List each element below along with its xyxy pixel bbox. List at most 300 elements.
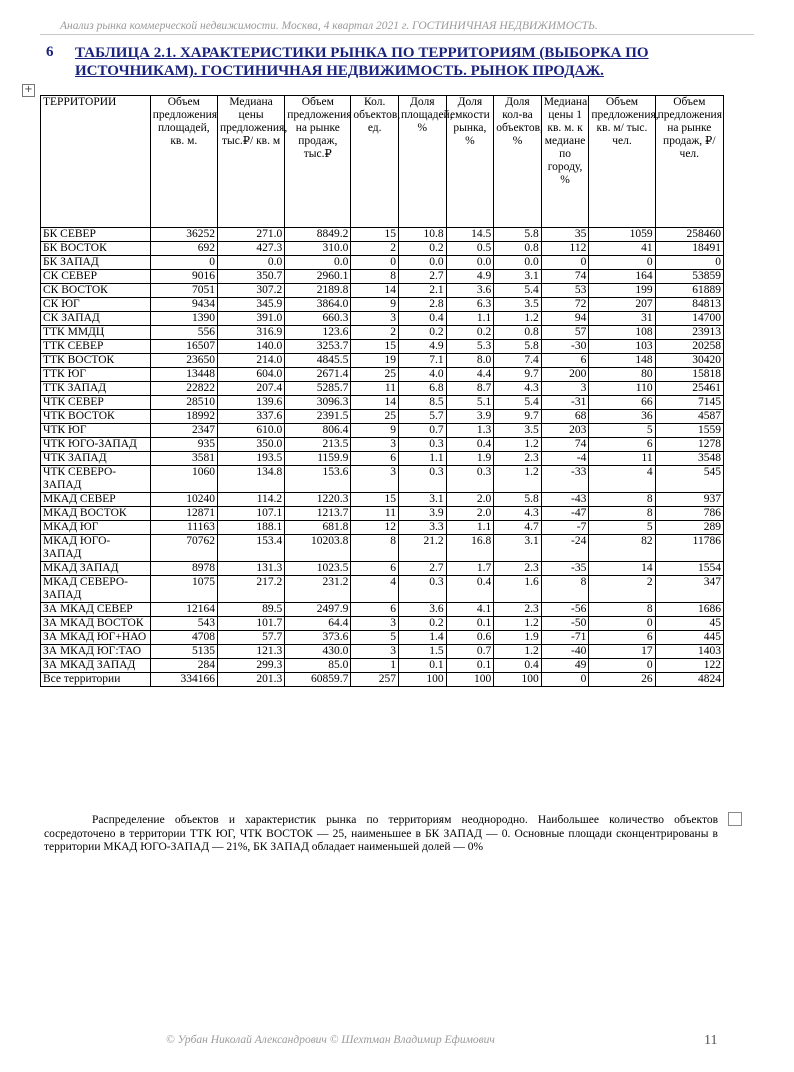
value-cell: 0.0 bbox=[446, 256, 494, 270]
value-cell: 545 bbox=[655, 466, 723, 493]
value-cell: 4.9 bbox=[446, 270, 494, 284]
value-cell: 0.4 bbox=[446, 576, 494, 603]
value-cell: 0 bbox=[589, 617, 655, 631]
value-cell: 692 bbox=[150, 242, 217, 256]
value-cell: 6 bbox=[351, 452, 399, 466]
value-cell: 193.5 bbox=[217, 452, 284, 466]
value-cell: 70762 bbox=[150, 535, 217, 562]
value-cell: 131.3 bbox=[217, 562, 284, 576]
value-cell: 68 bbox=[541, 410, 589, 424]
value-cell: 257 bbox=[351, 673, 399, 687]
territory-cell: БК ЗАПАД bbox=[41, 256, 151, 270]
value-cell: 2.8 bbox=[399, 298, 447, 312]
value-cell: 214.0 bbox=[217, 354, 284, 368]
value-cell: 10203.8 bbox=[285, 535, 351, 562]
value-cell: 49 bbox=[541, 659, 589, 673]
value-cell: 0 bbox=[541, 673, 589, 687]
value-cell: 9 bbox=[351, 424, 399, 438]
table-row bbox=[41, 256, 724, 270]
value-cell: 1.5 bbox=[399, 645, 447, 659]
value-cell: 121.3 bbox=[217, 645, 284, 659]
value-cell: 6 bbox=[541, 354, 589, 368]
value-cell: 935 bbox=[150, 438, 217, 452]
value-cell: 1213.7 bbox=[285, 507, 351, 521]
section-number: 6 bbox=[46, 44, 54, 60]
market-table bbox=[40, 95, 724, 687]
value-cell: 937 bbox=[655, 493, 723, 507]
value-cell: -7 bbox=[541, 521, 589, 535]
territory-cell: СК ЗАПАД bbox=[41, 312, 151, 326]
value-cell: 15 bbox=[351, 228, 399, 242]
column-header: Доля кол-ва объектов, % bbox=[494, 96, 542, 228]
value-cell: -50 bbox=[541, 617, 589, 631]
value-cell: 299.3 bbox=[217, 659, 284, 673]
value-cell: 2 bbox=[351, 242, 399, 256]
value-cell: 139.6 bbox=[217, 396, 284, 410]
column-header: Объем предложения площадей, кв. м. bbox=[150, 96, 217, 228]
value-cell: 1059 bbox=[589, 228, 655, 242]
value-cell: 0.8 bbox=[494, 326, 542, 340]
value-cell: 17 bbox=[589, 645, 655, 659]
value-cell: 3 bbox=[351, 438, 399, 452]
value-cell: 3864.0 bbox=[285, 298, 351, 312]
value-cell: 0.3 bbox=[446, 466, 494, 493]
table-row bbox=[41, 284, 724, 298]
value-cell: 12 bbox=[351, 521, 399, 535]
table-row bbox=[41, 521, 724, 535]
territory-cell: ЧТК СЕВЕР bbox=[41, 396, 151, 410]
value-cell: 188.1 bbox=[217, 521, 284, 535]
value-cell: 112 bbox=[541, 242, 589, 256]
value-cell: 0.5 bbox=[446, 242, 494, 256]
value-cell: 5135 bbox=[150, 645, 217, 659]
value-cell: 3.1 bbox=[399, 493, 447, 507]
value-cell: 25 bbox=[351, 410, 399, 424]
value-cell: 5.1 bbox=[446, 396, 494, 410]
value-cell: 3.6 bbox=[399, 603, 447, 617]
value-cell: 100 bbox=[494, 673, 542, 687]
value-cell: 5285.7 bbox=[285, 382, 351, 396]
value-cell: 153.4 bbox=[217, 535, 284, 562]
value-cell: 14.5 bbox=[446, 228, 494, 242]
header-rule bbox=[40, 34, 754, 35]
territory-cell: МКАД СЕВЕР bbox=[41, 493, 151, 507]
value-cell: -31 bbox=[541, 396, 589, 410]
table-row bbox=[41, 603, 724, 617]
value-cell: 258460 bbox=[655, 228, 723, 242]
value-cell: 8.5 bbox=[399, 396, 447, 410]
value-cell: 15 bbox=[351, 493, 399, 507]
value-cell: 11163 bbox=[150, 521, 217, 535]
value-cell: 3.5 bbox=[494, 424, 542, 438]
value-cell: 0 bbox=[589, 659, 655, 673]
value-cell: 10240 bbox=[150, 493, 217, 507]
value-cell: 5.8 bbox=[494, 493, 542, 507]
value-cell: 0.2 bbox=[399, 326, 447, 340]
value-cell: 347 bbox=[655, 576, 723, 603]
value-cell: 1.1 bbox=[446, 312, 494, 326]
value-cell: 610.0 bbox=[217, 424, 284, 438]
value-cell: -33 bbox=[541, 466, 589, 493]
value-cell: 1 bbox=[351, 659, 399, 673]
value-cell: 1.1 bbox=[399, 452, 447, 466]
value-cell: 2.3 bbox=[494, 603, 542, 617]
value-cell: 201.3 bbox=[217, 673, 284, 687]
value-cell: 101.7 bbox=[217, 617, 284, 631]
value-cell: 2189.8 bbox=[285, 284, 351, 298]
value-cell: 107.1 bbox=[217, 507, 284, 521]
territory-cell: МКАД СЕВЕРО-ЗАПАД bbox=[41, 576, 151, 603]
territory-cell: ТТК ВОСТОК bbox=[41, 354, 151, 368]
value-cell: 5 bbox=[351, 631, 399, 645]
value-cell: 89.5 bbox=[217, 603, 284, 617]
value-cell: 25 bbox=[351, 368, 399, 382]
column-header: ТЕРРИТОРИИ bbox=[41, 96, 151, 228]
value-cell: 66 bbox=[589, 396, 655, 410]
value-cell: 0.7 bbox=[399, 424, 447, 438]
value-cell: 41 bbox=[589, 242, 655, 256]
value-cell: 4 bbox=[589, 466, 655, 493]
value-cell: 8849.2 bbox=[285, 228, 351, 242]
value-cell: 28510 bbox=[150, 396, 217, 410]
territory-cell: МКАД ЮГО-ЗАПАД bbox=[41, 535, 151, 562]
table-row bbox=[41, 396, 724, 410]
value-cell: 94 bbox=[541, 312, 589, 326]
value-cell: 217.2 bbox=[217, 576, 284, 603]
value-cell: 2.3 bbox=[494, 452, 542, 466]
table-row bbox=[41, 410, 724, 424]
value-cell: 337.6 bbox=[217, 410, 284, 424]
value-cell: 4.4 bbox=[446, 368, 494, 382]
value-cell: 786 bbox=[655, 507, 723, 521]
territory-cell: МКАД ВОСТОК bbox=[41, 507, 151, 521]
value-cell: 1.2 bbox=[494, 645, 542, 659]
value-cell: 6.8 bbox=[399, 382, 447, 396]
value-cell: 53859 bbox=[655, 270, 723, 284]
value-cell: 19 bbox=[351, 354, 399, 368]
value-cell: 11 bbox=[351, 507, 399, 521]
value-cell: 316.9 bbox=[217, 326, 284, 340]
table-row bbox=[41, 562, 724, 576]
value-cell: 2 bbox=[589, 576, 655, 603]
value-cell: -56 bbox=[541, 603, 589, 617]
value-cell: 6 bbox=[351, 562, 399, 576]
value-cell: 110 bbox=[589, 382, 655, 396]
territory-cell: ЧТК СЕВЕРО-ЗАПАД bbox=[41, 466, 151, 493]
value-cell: 14 bbox=[351, 284, 399, 298]
value-cell: 1554 bbox=[655, 562, 723, 576]
value-cell: 6.3 bbox=[446, 298, 494, 312]
table-row bbox=[41, 438, 724, 452]
table-row bbox=[41, 673, 724, 687]
value-cell: 14 bbox=[351, 396, 399, 410]
value-cell: 8 bbox=[351, 535, 399, 562]
value-cell: 4845.5 bbox=[285, 354, 351, 368]
value-cell: 140.0 bbox=[217, 340, 284, 354]
value-cell: 26 bbox=[589, 673, 655, 687]
value-cell: 114.2 bbox=[217, 493, 284, 507]
value-cell: 1390 bbox=[150, 312, 217, 326]
territory-cell: СК ВОСТОК bbox=[41, 284, 151, 298]
value-cell: 1060 bbox=[150, 466, 217, 493]
value-cell: 5 bbox=[589, 424, 655, 438]
value-cell: 1.6 bbox=[494, 576, 542, 603]
value-cell: 6 bbox=[589, 631, 655, 645]
value-cell: 0.7 bbox=[446, 645, 494, 659]
value-cell: 3548 bbox=[655, 452, 723, 466]
value-cell: 31 bbox=[589, 312, 655, 326]
value-cell: 9016 bbox=[150, 270, 217, 284]
value-cell: 8 bbox=[589, 493, 655, 507]
value-cell: -71 bbox=[541, 631, 589, 645]
value-cell: 7051 bbox=[150, 284, 217, 298]
column-header: Медиана цены предложения, тыс.₽/ кв. м bbox=[217, 96, 284, 228]
value-cell: 1220.3 bbox=[285, 493, 351, 507]
value-cell: 64.4 bbox=[285, 617, 351, 631]
table-row bbox=[41, 645, 724, 659]
value-cell: 1403 bbox=[655, 645, 723, 659]
value-cell: 4 bbox=[351, 576, 399, 603]
table-row bbox=[41, 312, 724, 326]
value-cell: 350.7 bbox=[217, 270, 284, 284]
table-row bbox=[41, 493, 724, 507]
value-cell: 8978 bbox=[150, 562, 217, 576]
value-cell: 9.7 bbox=[494, 368, 542, 382]
table-row bbox=[41, 466, 724, 493]
value-cell: 1.2 bbox=[494, 617, 542, 631]
value-cell: 3.3 bbox=[399, 521, 447, 535]
territory-cell: Все территории bbox=[41, 673, 151, 687]
value-cell: 345.9 bbox=[217, 298, 284, 312]
value-cell: 0.2 bbox=[399, 242, 447, 256]
value-cell: 8 bbox=[589, 507, 655, 521]
move-cross-icon[interactable]: + bbox=[22, 84, 35, 97]
value-cell: 4.0 bbox=[399, 368, 447, 382]
value-cell: 36 bbox=[589, 410, 655, 424]
territory-cell: ЗА МКАД ЮГ+НАО bbox=[41, 631, 151, 645]
table-row bbox=[41, 535, 724, 562]
table-header-row bbox=[41, 96, 724, 228]
value-cell: -4 bbox=[541, 452, 589, 466]
value-cell: -30 bbox=[541, 340, 589, 354]
value-cell: 3581 bbox=[150, 452, 217, 466]
value-cell: 0 bbox=[351, 256, 399, 270]
territory-cell: ЗА МКАД ВОСТОК bbox=[41, 617, 151, 631]
value-cell: 61889 bbox=[655, 284, 723, 298]
value-cell: 271.0 bbox=[217, 228, 284, 242]
value-cell: 0.0 bbox=[217, 256, 284, 270]
value-cell: 12164 bbox=[150, 603, 217, 617]
value-cell: 1.2 bbox=[494, 312, 542, 326]
value-cell: 9 bbox=[351, 298, 399, 312]
value-cell: 12871 bbox=[150, 507, 217, 521]
value-cell: 373.6 bbox=[285, 631, 351, 645]
value-cell: 7.1 bbox=[399, 354, 447, 368]
value-cell: 4708 bbox=[150, 631, 217, 645]
table-row bbox=[41, 340, 724, 354]
value-cell: 427.3 bbox=[217, 242, 284, 256]
value-cell: 1.7 bbox=[446, 562, 494, 576]
value-cell: 556 bbox=[150, 326, 217, 340]
value-cell: 72 bbox=[541, 298, 589, 312]
value-cell: 85.0 bbox=[285, 659, 351, 673]
value-cell: 11786 bbox=[655, 535, 723, 562]
checkbox-square-icon[interactable] bbox=[728, 812, 742, 826]
value-cell: 3.1 bbox=[494, 270, 542, 284]
value-cell: 0 bbox=[589, 256, 655, 270]
value-cell: 16507 bbox=[150, 340, 217, 354]
value-cell: 4587 bbox=[655, 410, 723, 424]
value-cell: 350.0 bbox=[217, 438, 284, 452]
value-cell: 35 bbox=[541, 228, 589, 242]
value-cell: 207 bbox=[589, 298, 655, 312]
value-cell: 1278 bbox=[655, 438, 723, 452]
value-cell: 4824 bbox=[655, 673, 723, 687]
table-body bbox=[41, 228, 724, 687]
value-cell: 334166 bbox=[150, 673, 217, 687]
value-cell: 0.4 bbox=[494, 659, 542, 673]
value-cell: 2.7 bbox=[399, 562, 447, 576]
page-footer: © Урбан Николай Александрович © Шехтман Владимир Ефимович bbox=[166, 1034, 495, 1046]
value-cell: 3.5 bbox=[494, 298, 542, 312]
value-cell: 36252 bbox=[150, 228, 217, 242]
value-cell: 164 bbox=[589, 270, 655, 284]
value-cell: 14 bbox=[589, 562, 655, 576]
value-cell: 30420 bbox=[655, 354, 723, 368]
value-cell: 7145 bbox=[655, 396, 723, 410]
value-cell: 108 bbox=[589, 326, 655, 340]
table-row bbox=[41, 326, 724, 340]
value-cell: 4.9 bbox=[399, 340, 447, 354]
value-cell: 5.4 bbox=[494, 284, 542, 298]
table-row bbox=[41, 298, 724, 312]
value-cell: 5.8 bbox=[494, 340, 542, 354]
territory-cell: ЧТК ЮГ bbox=[41, 424, 151, 438]
value-cell: 18992 bbox=[150, 410, 217, 424]
table-title[interactable]: ТАБЛИЦА 2.1. ХАРАКТЕРИСТИКИ РЫНКА ПО ТЕРРИТОРИЯМ (ВЫБОРКА ПО ИСТОЧНИКАМ). ГОСТИНИЧНАЯ НЕДВИЖИМОСТЬ. РЫНОК ПРОДАЖ. bbox=[75, 45, 649, 79]
value-cell: 22822 bbox=[150, 382, 217, 396]
value-cell: 207.4 bbox=[217, 382, 284, 396]
value-cell: 9.7 bbox=[494, 410, 542, 424]
table-row bbox=[41, 617, 724, 631]
territory-cell: БК ВОСТОК bbox=[41, 242, 151, 256]
value-cell: 4.3 bbox=[494, 507, 542, 521]
value-cell: 289 bbox=[655, 521, 723, 535]
value-cell: 1159.9 bbox=[285, 452, 351, 466]
table-row bbox=[41, 452, 724, 466]
value-cell: 7.4 bbox=[494, 354, 542, 368]
table-row bbox=[41, 507, 724, 521]
territory-cell: ЗА МКАД ЗАПАД bbox=[41, 659, 151, 673]
value-cell: 0.6 bbox=[446, 631, 494, 645]
territory-cell: СК СЕВЕР bbox=[41, 270, 151, 284]
value-cell: 2.1 bbox=[399, 284, 447, 298]
value-cell: 0.8 bbox=[494, 242, 542, 256]
value-cell: 1.4 bbox=[399, 631, 447, 645]
column-header: Доля емкости рынка, % bbox=[446, 96, 494, 228]
value-cell: 5 bbox=[589, 521, 655, 535]
value-cell: 3.9 bbox=[446, 410, 494, 424]
table-row bbox=[41, 242, 724, 256]
table-row bbox=[41, 228, 724, 242]
table-row bbox=[41, 354, 724, 368]
value-cell: 122 bbox=[655, 659, 723, 673]
value-cell: 604.0 bbox=[217, 368, 284, 382]
value-cell: 5.3 bbox=[446, 340, 494, 354]
value-cell: 0 bbox=[150, 256, 217, 270]
territory-cell: МКАД ЗАПАД bbox=[41, 562, 151, 576]
value-cell: 3.6 bbox=[446, 284, 494, 298]
value-cell: 8.7 bbox=[446, 382, 494, 396]
value-cell: 199 bbox=[589, 284, 655, 298]
value-cell: 74 bbox=[541, 270, 589, 284]
table-row bbox=[41, 368, 724, 382]
value-cell: 11 bbox=[351, 382, 399, 396]
territory-cell: ТТК ЗАПАД bbox=[41, 382, 151, 396]
territory-cell: БК СЕВЕР bbox=[41, 228, 151, 242]
value-cell: 6 bbox=[351, 603, 399, 617]
value-cell: 2 bbox=[351, 326, 399, 340]
value-cell: 14700 bbox=[655, 312, 723, 326]
value-cell: 213.5 bbox=[285, 438, 351, 452]
table-row bbox=[41, 270, 724, 284]
value-cell: 0.0 bbox=[285, 256, 351, 270]
value-cell: 45 bbox=[655, 617, 723, 631]
value-cell: 15818 bbox=[655, 368, 723, 382]
territory-cell: ТТК ЮГ bbox=[41, 368, 151, 382]
value-cell: 103 bbox=[589, 340, 655, 354]
value-cell: 231.2 bbox=[285, 576, 351, 603]
value-cell: 2.0 bbox=[446, 507, 494, 521]
value-cell: 60859.7 bbox=[285, 673, 351, 687]
value-cell: 0.4 bbox=[399, 312, 447, 326]
value-cell: 0.4 bbox=[446, 438, 494, 452]
value-cell: 1559 bbox=[655, 424, 723, 438]
value-cell: 13448 bbox=[150, 368, 217, 382]
value-cell: 9434 bbox=[150, 298, 217, 312]
value-cell: 4.1 bbox=[446, 603, 494, 617]
value-cell: 430.0 bbox=[285, 645, 351, 659]
value-cell: 84813 bbox=[655, 298, 723, 312]
value-cell: 80 bbox=[589, 368, 655, 382]
column-header: Кол. объектов, ед. bbox=[351, 96, 399, 228]
value-cell: 200 bbox=[541, 368, 589, 382]
column-header: Объем предложения на рынке продаж, тыс.₽ bbox=[285, 96, 351, 228]
territory-cell: ЧТК ЗАПАД bbox=[41, 452, 151, 466]
value-cell: 21.2 bbox=[399, 535, 447, 562]
value-cell: 1.9 bbox=[446, 452, 494, 466]
value-cell: 1.2 bbox=[494, 466, 542, 493]
value-cell: 3 bbox=[351, 466, 399, 493]
value-cell: 153.6 bbox=[285, 466, 351, 493]
value-cell: 310.0 bbox=[285, 242, 351, 256]
value-cell: 307.2 bbox=[217, 284, 284, 298]
value-cell: 123.6 bbox=[285, 326, 351, 340]
value-cell: 10.8 bbox=[399, 228, 447, 242]
value-cell: 0.3 bbox=[399, 466, 447, 493]
value-cell: 5.8 bbox=[494, 228, 542, 242]
value-cell: 2.0 bbox=[446, 493, 494, 507]
column-header: Объем предложения на рынке продаж, ₽/чел. bbox=[655, 96, 723, 228]
value-cell: 23913 bbox=[655, 326, 723, 340]
value-cell: -24 bbox=[541, 535, 589, 562]
value-cell: 3096.3 bbox=[285, 396, 351, 410]
value-cell: 1.3 bbox=[446, 424, 494, 438]
value-cell: 82 bbox=[589, 535, 655, 562]
value-cell: 0.1 bbox=[446, 659, 494, 673]
territory-cell: ЗА МКАД ЮГ:ТАО bbox=[41, 645, 151, 659]
territory-cell: ТТК ММДЦ bbox=[41, 326, 151, 340]
